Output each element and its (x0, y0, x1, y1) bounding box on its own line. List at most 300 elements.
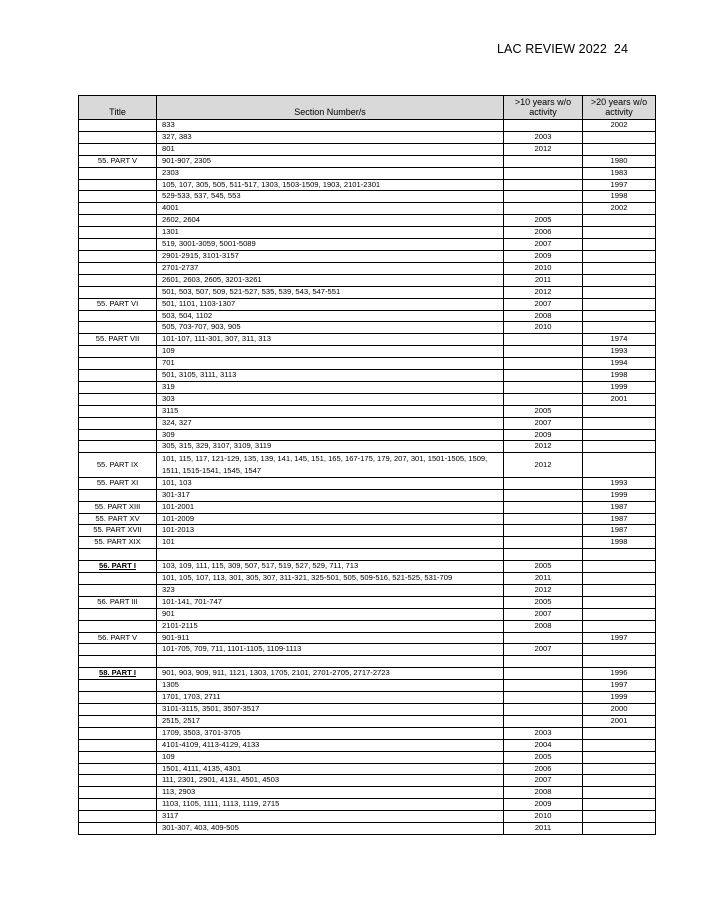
over-10-years-cell: 2010 (504, 262, 583, 274)
table-row (79, 167, 656, 179)
over-20-years-cell: 1997 (583, 632, 656, 644)
title-cell: 55. PART V (79, 155, 157, 167)
section-numbers-cell: 323 (157, 584, 504, 596)
section-numbers-cell: 103, 109, 111, 115, 309, 507, 517, 519, 527, 529, 711, 713 (157, 561, 504, 573)
over-10-years-cell (504, 346, 583, 358)
table-row (79, 191, 656, 203)
over-20-years-cell (583, 549, 656, 561)
table-row (79, 727, 656, 739)
title-cell (79, 656, 157, 668)
over-10-years-cell: 2007 (504, 775, 583, 787)
over-20-years-cell (583, 298, 656, 310)
over-10-years-cell: 2011 (504, 573, 583, 585)
table-row (79, 215, 656, 227)
over-20-years-cell (583, 143, 656, 155)
over-10-years-cell (504, 525, 583, 537)
over-20-years-cell (583, 274, 656, 286)
over-10-years-cell (504, 370, 583, 382)
section-numbers-cell: 2602, 2604 (157, 215, 504, 227)
table-row (79, 656, 656, 668)
over-10-years-cell: 2009 (504, 429, 583, 441)
table-row (79, 441, 656, 453)
section-numbers-cell: 113, 2903 (157, 787, 504, 799)
over-20-years-cell: 1997 (583, 179, 656, 191)
over-10-years-cell (504, 692, 583, 704)
table-row (79, 358, 656, 370)
title-cell: 55. PART XI (79, 477, 157, 489)
title-cell (79, 167, 157, 179)
table-row (79, 262, 656, 274)
title-cell: 55. PART IX (79, 453, 157, 477)
section-numbers-cell: 2101-2115 (157, 620, 504, 632)
table-row (79, 799, 656, 811)
over-10-years-cell: 2011 (504, 823, 583, 835)
over-20-years-cell (583, 656, 656, 668)
table-row (79, 739, 656, 751)
table-row (79, 453, 656, 477)
section-numbers-cell: 501, 503, 507, 509, 521-527, 535, 539, 543, 547-551 (157, 286, 504, 298)
table-row (79, 417, 656, 429)
over-20-years-cell (583, 739, 656, 751)
over-20-years-cell (583, 429, 656, 441)
table-row (79, 227, 656, 239)
table-row (79, 131, 656, 143)
over-10-years-cell: 2005 (504, 561, 583, 573)
over-20-years-cell: 1980 (583, 155, 656, 167)
table-row (79, 620, 656, 632)
over-20-years-cell: 2001 (583, 715, 656, 727)
over-20-years-cell (583, 727, 656, 739)
over-10-years-cell (504, 393, 583, 405)
title-cell (79, 644, 157, 656)
title-cell: 55. PART XIII (79, 501, 157, 513)
over-10-years-cell (504, 334, 583, 346)
over-20-years-cell (583, 573, 656, 585)
over-10-years-cell (504, 477, 583, 489)
section-numbers-cell: 1501, 4111, 4135, 4301 (157, 763, 504, 775)
over-10-years-cell (504, 489, 583, 501)
title-cell (79, 358, 157, 370)
over-20-years-cell (583, 620, 656, 632)
table-row (79, 703, 656, 715)
over-10-years-cell (504, 501, 583, 513)
over-20-years-cell: 1974 (583, 334, 656, 346)
header-10-years: >10 years w/o activity (504, 96, 583, 120)
section-numbers-cell: 2515, 2517 (157, 715, 504, 727)
table-row (79, 334, 656, 346)
table-row (79, 775, 656, 787)
over-20-years-cell: 1993 (583, 477, 656, 489)
section-numbers-cell: 109 (157, 751, 504, 763)
title-cell (79, 823, 157, 835)
over-20-years-cell (583, 644, 656, 656)
section-numbers-cell: 101 (157, 537, 504, 549)
title-cell (79, 727, 157, 739)
over-10-years-cell (504, 167, 583, 179)
title-cell (79, 417, 157, 429)
table-row (79, 751, 656, 763)
section-numbers-cell: 1305 (157, 680, 504, 692)
page-number: 24 (613, 42, 628, 56)
section-numbers-cell: 3101-3115, 3501, 3507-3517 (157, 703, 504, 715)
over-10-years-cell (504, 155, 583, 167)
title-cell (79, 608, 157, 620)
table-row (79, 561, 656, 573)
over-20-years-cell (583, 441, 656, 453)
table-row (79, 370, 656, 382)
over-10-years-cell: 2012 (504, 143, 583, 155)
title-cell (79, 799, 157, 811)
title-cell (79, 370, 157, 382)
title-cell (79, 429, 157, 441)
over-10-years-cell (504, 549, 583, 561)
table-row (79, 203, 656, 215)
section-numbers-cell: 305, 315, 329, 3107, 3109, 3119 (157, 441, 504, 453)
section-numbers-cell: 3115 (157, 405, 504, 417)
over-20-years-cell (583, 561, 656, 573)
section-numbers-cell: 901-911 (157, 632, 504, 644)
over-20-years-cell (583, 763, 656, 775)
over-20-years-cell: 2002 (583, 203, 656, 215)
table-row (79, 644, 656, 656)
over-20-years-cell: 1999 (583, 692, 656, 704)
over-20-years-cell (583, 227, 656, 239)
table-row (79, 239, 656, 251)
over-10-years-cell: 2010 (504, 322, 583, 334)
title-cell (79, 680, 157, 692)
table-row (79, 632, 656, 644)
section-numbers-cell: 1301 (157, 227, 504, 239)
title-cell: 56. PART III (79, 596, 157, 608)
header-20-years: >20 years w/o activity (583, 96, 656, 120)
page-header (497, 42, 628, 56)
section-numbers-cell (157, 656, 504, 668)
title-cell (79, 549, 157, 561)
over-20-years-cell (583, 322, 656, 334)
title-cell (79, 393, 157, 405)
section-numbers-cell: 1709, 3503, 3701-3705 (157, 727, 504, 739)
section-numbers-cell: 101, 105, 107, 113, 301, 305, 307, 311-321, 325-501, 505, 509-516, 521-525, 531-709 (157, 573, 504, 585)
table-row (79, 596, 656, 608)
title-cell (79, 262, 157, 274)
table-row (79, 501, 656, 513)
section-numbers-cell: 901 (157, 608, 504, 620)
review-label: LAC REVIEW 2022 (497, 42, 607, 56)
section-numbers-cell: 101, 115, 117, 121-129, 135, 139, 141, 145, 151, 165, 167-175, 179, 207, 301, 1501-1505, 1509, 1511, 1515-1541, 1545, 1547 (157, 453, 504, 477)
title-cell (79, 250, 157, 262)
title-cell (79, 763, 157, 775)
section-numbers-cell: 1701, 1703, 2711 (157, 692, 504, 704)
section-numbers-cell: 901, 903, 909, 911, 1121, 1303, 1705, 2101, 2701-2705, 2717-2723 (157, 668, 504, 680)
title-cell (79, 239, 157, 251)
title-cell: 55. PART VI (79, 298, 157, 310)
header-section-numbers: Section Number/s (157, 96, 504, 120)
over-10-years-cell: 2005 (504, 215, 583, 227)
section-numbers-cell: 301-317 (157, 489, 504, 501)
section-numbers-cell: 701 (157, 358, 504, 370)
over-20-years-cell: 1998 (583, 370, 656, 382)
title-cell (79, 227, 157, 239)
title-cell (79, 179, 157, 191)
over-20-years-cell: 1987 (583, 513, 656, 525)
over-20-years-cell (583, 596, 656, 608)
table-row (79, 573, 656, 585)
over-10-years-cell: 2009 (504, 799, 583, 811)
over-10-years-cell: 2006 (504, 227, 583, 239)
table-row (79, 274, 656, 286)
section-numbers-cell: 309 (157, 429, 504, 441)
over-10-years-cell: 2005 (504, 751, 583, 763)
title-cell (79, 143, 157, 155)
section-numbers-cell: 505, 703-707, 903, 905 (157, 322, 504, 334)
section-numbers-cell: 2701-2737 (157, 262, 504, 274)
over-10-years-cell: 2003 (504, 131, 583, 143)
over-20-years-cell (583, 608, 656, 620)
section-numbers-cell: 101-2001 (157, 501, 504, 513)
over-10-years-cell: 2010 (504, 811, 583, 823)
title-cell: 55. PART XVII (79, 525, 157, 537)
over-10-years-cell: 2007 (504, 644, 583, 656)
table-row (79, 381, 656, 393)
table-row (79, 608, 656, 620)
over-10-years-cell: 2007 (504, 239, 583, 251)
over-20-years-cell: 1997 (583, 680, 656, 692)
section-numbers-cell: 901-907, 2305 (157, 155, 504, 167)
section-numbers-cell: 2901-2915, 3101-3157 (157, 250, 504, 262)
section-numbers-cell: 301-307, 403, 409-505 (157, 823, 504, 835)
inactivity-table (78, 95, 656, 835)
section-numbers-cell: 1103, 1105, 1111, 1113, 1119, 2715 (157, 799, 504, 811)
table-row (79, 393, 656, 405)
section-numbers-cell: 324, 327 (157, 417, 504, 429)
header-title: Title (79, 96, 157, 120)
table-row (79, 346, 656, 358)
title-cell (79, 584, 157, 596)
over-20-years-cell: 1993 (583, 346, 656, 358)
title-cell (79, 286, 157, 298)
table-row (79, 310, 656, 322)
title-cell (79, 346, 157, 358)
over-10-years-cell (504, 668, 583, 680)
over-10-years-cell (504, 715, 583, 727)
over-20-years-cell: 2001 (583, 393, 656, 405)
section-numbers-cell: 327, 383 (157, 131, 504, 143)
section-numbers-cell: 519, 3001-3059, 5001-5089 (157, 239, 504, 251)
table-header-row (79, 96, 656, 120)
table-row (79, 322, 656, 334)
table-row (79, 513, 656, 525)
table-row (79, 668, 656, 680)
over-20-years-cell (583, 405, 656, 417)
title-cell (79, 787, 157, 799)
title-cell (79, 381, 157, 393)
section-numbers-cell: 111, 2301, 2901, 4131, 4501, 4503 (157, 775, 504, 787)
over-20-years-cell (583, 811, 656, 823)
title-cell (79, 405, 157, 417)
table-row (79, 692, 656, 704)
over-10-years-cell: 2005 (504, 596, 583, 608)
table-row (79, 787, 656, 799)
title-cell (79, 739, 157, 751)
over-20-years-cell: 1998 (583, 537, 656, 549)
table-row (79, 429, 656, 441)
over-10-years-cell: 2012 (504, 441, 583, 453)
over-10-years-cell: 2011 (504, 274, 583, 286)
table-row (79, 179, 656, 191)
section-numbers-cell: 105, 107, 305, 505, 511-517, 1303, 1503-1509, 1903, 2101-2301 (157, 179, 504, 191)
table-row (79, 811, 656, 823)
over-20-years-cell (583, 286, 656, 298)
over-20-years-cell (583, 775, 656, 787)
table-row (79, 489, 656, 501)
over-10-years-cell: 2008 (504, 310, 583, 322)
over-10-years-cell: 2007 (504, 608, 583, 620)
section-numbers-cell: 503, 504, 1102 (157, 310, 504, 322)
over-20-years-cell: 2000 (583, 703, 656, 715)
table-row (79, 823, 656, 835)
over-20-years-cell (583, 215, 656, 227)
table-row (79, 763, 656, 775)
title-cell: 56. PART I (79, 561, 157, 573)
title-cell (79, 811, 157, 823)
table-row (79, 143, 656, 155)
table-row (79, 715, 656, 727)
over-10-years-cell (504, 680, 583, 692)
over-20-years-cell: 1998 (583, 191, 656, 203)
over-10-years-cell: 2008 (504, 620, 583, 632)
title-cell (79, 715, 157, 727)
over-20-years-cell (583, 751, 656, 763)
section-numbers-cell: 501, 1101, 1103-1307 (157, 298, 504, 310)
over-10-years-cell (504, 632, 583, 644)
over-20-years-cell (583, 799, 656, 811)
title-cell (79, 203, 157, 215)
over-10-years-cell: 2005 (504, 405, 583, 417)
table-row (79, 155, 656, 167)
over-20-years-cell (583, 310, 656, 322)
table-row (79, 298, 656, 310)
title-cell (79, 120, 157, 132)
over-20-years-cell (583, 131, 656, 143)
table-row (79, 537, 656, 549)
section-numbers-cell: 833 (157, 120, 504, 132)
title-cell: 56. PART V (79, 632, 157, 644)
over-10-years-cell: 2004 (504, 739, 583, 751)
title-cell (79, 703, 157, 715)
title-cell (79, 131, 157, 143)
over-10-years-cell (504, 120, 583, 132)
title-cell: 58. PART I (79, 668, 157, 680)
table-body (79, 120, 656, 835)
table-row (79, 405, 656, 417)
over-10-years-cell (504, 358, 583, 370)
title-cell (79, 620, 157, 632)
table-row (79, 120, 656, 132)
over-10-years-cell: 2003 (504, 727, 583, 739)
over-10-years-cell (504, 703, 583, 715)
section-numbers-cell: 101-107, 111-301, 307, 311, 313 (157, 334, 504, 346)
over-10-years-cell (504, 179, 583, 191)
title-cell (79, 441, 157, 453)
section-numbers-cell: 101-705, 709, 711, 1101-1105, 1109-1113 (157, 644, 504, 656)
table-row (79, 250, 656, 262)
over-20-years-cell (583, 823, 656, 835)
section-numbers-cell: 2303 (157, 167, 504, 179)
over-20-years-cell (583, 453, 656, 477)
section-numbers-cell: 529-533, 537, 545, 553 (157, 191, 504, 203)
over-10-years-cell: 2007 (504, 298, 583, 310)
section-numbers-cell: 303 (157, 393, 504, 405)
section-numbers-cell: 101-2013 (157, 525, 504, 537)
title-cell (79, 489, 157, 501)
section-numbers-cell (157, 549, 504, 561)
table-row (79, 680, 656, 692)
table-row (79, 477, 656, 489)
over-20-years-cell: 1994 (583, 358, 656, 370)
over-20-years-cell (583, 239, 656, 251)
over-20-years-cell (583, 417, 656, 429)
section-numbers-cell: 801 (157, 143, 504, 155)
title-cell (79, 573, 157, 585)
over-10-years-cell (504, 537, 583, 549)
table-row (79, 286, 656, 298)
over-20-years-cell (583, 584, 656, 596)
over-20-years-cell: 1999 (583, 381, 656, 393)
over-10-years-cell: 2009 (504, 250, 583, 262)
over-10-years-cell: 2012 (504, 453, 583, 477)
section-numbers-cell: 101, 103 (157, 477, 504, 489)
over-10-years-cell: 2012 (504, 286, 583, 298)
over-10-years-cell: 2007 (504, 417, 583, 429)
over-10-years-cell (504, 513, 583, 525)
over-20-years-cell: 1983 (583, 167, 656, 179)
over-20-years-cell (583, 250, 656, 262)
over-20-years-cell: 1987 (583, 525, 656, 537)
section-numbers-cell: 4101-4109, 4113-4129, 4133 (157, 739, 504, 751)
table-row (79, 525, 656, 537)
section-numbers-cell: 3117 (157, 811, 504, 823)
section-numbers-cell: 319 (157, 381, 504, 393)
title-cell (79, 191, 157, 203)
over-10-years-cell: 2008 (504, 787, 583, 799)
over-20-years-cell: 1987 (583, 501, 656, 513)
over-10-years-cell (504, 381, 583, 393)
over-20-years-cell (583, 262, 656, 274)
section-numbers-cell: 4001 (157, 203, 504, 215)
over-10-years-cell (504, 656, 583, 668)
title-cell (79, 751, 157, 763)
over-20-years-cell: 1999 (583, 489, 656, 501)
table-row (79, 549, 656, 561)
title-cell (79, 310, 157, 322)
title-cell: 55. PART VII (79, 334, 157, 346)
over-20-years-cell: 2002 (583, 120, 656, 132)
over-10-years-cell (504, 191, 583, 203)
over-20-years-cell (583, 787, 656, 799)
title-cell (79, 274, 157, 286)
over-10-years-cell: 2012 (504, 584, 583, 596)
title-cell: 55. PART XV (79, 513, 157, 525)
title-cell (79, 215, 157, 227)
title-cell (79, 692, 157, 704)
section-numbers-cell: 501, 3105, 3111, 3113 (157, 370, 504, 382)
section-numbers-cell: 101-141, 701-747 (157, 596, 504, 608)
over-10-years-cell (504, 203, 583, 215)
title-cell: 55. PART XIX (79, 537, 157, 549)
section-numbers-cell: 2601, 2603, 2605, 3201-3261 (157, 274, 504, 286)
title-cell (79, 322, 157, 334)
section-numbers-cell: 101-2009 (157, 513, 504, 525)
